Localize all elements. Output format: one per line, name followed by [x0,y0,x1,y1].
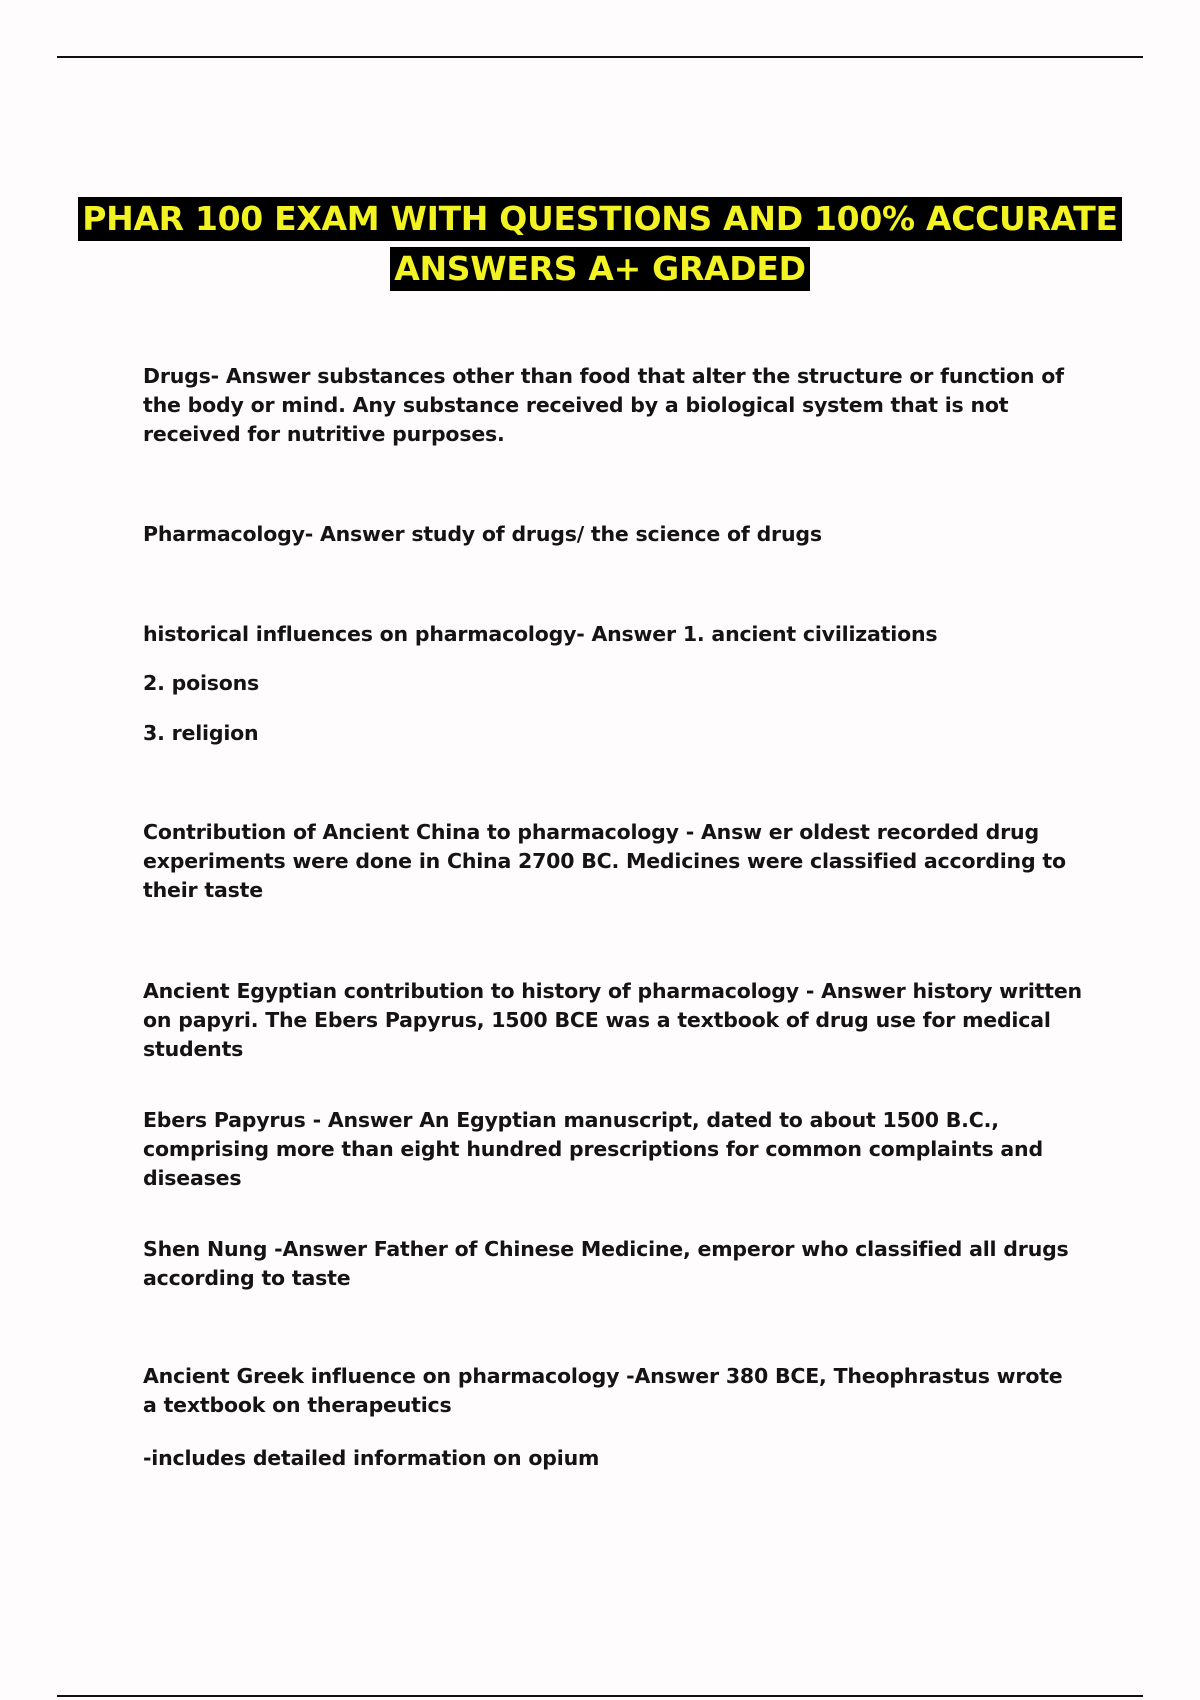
qa-list-item-opium: -includes detailed information on opium [143,1446,600,1470]
qa-entry-ancient-egypt: Ancient Egyptian contribution to history of pharmacology - Answer history written on papyri. The Ebers Papyrus, 1500 BCE was a textbook of drug use for medical students [143,979,1082,1061]
qa-list-item-poisons: 2. poisons [143,671,260,695]
qa-entry-drugs: Drugs- Answer substances other than food that alter the structure or function of the body or mind. Any substance received by a biological system that is not received for nutritive purposes. [143,364,1064,446]
document-title [0,194,1200,294]
qa-entry-ancient-china: Contribution of Ancient China to pharmacology - Answ er oldest recorded drug experiments were done in China 2700 BC. Medicines were classified according to their taste [143,820,1066,902]
title-line-1: PHAR 100 EXAM WITH QUESTIONS AND 100% ACCURATE [78,197,1122,241]
footer-rule [57,1695,1143,1697]
qa-entry-ebers-papyrus: Ebers Papyrus - Answer An Egyptian manuscript, dated to about 1500 B.C., comprising more than eight hundred prescriptions for common complaints and diseases [143,1108,1043,1190]
qa-entry-historical-influences: historical influences on pharmacology- Answer 1. ancient civilizations [143,622,938,646]
title-line-2: ANSWERS A+ GRADED [390,247,809,291]
qa-entry-pharmacology: Pharmacology- Answer study of drugs/ the science of drugs [143,522,822,546]
header-rule [57,56,1143,58]
qa-entry-shen-nung: Shen Nung -Answer Father of Chinese Medicine, emperor who classified all drugs according to taste [143,1237,1069,1290]
qa-list-item-religion: 3. religion [143,721,259,745]
qa-entry-ancient-greece: Ancient Greek influence on pharmacology -Answer 380 BCE, Theophrastus wrote a textbook on therapeutics [143,1364,1063,1417]
